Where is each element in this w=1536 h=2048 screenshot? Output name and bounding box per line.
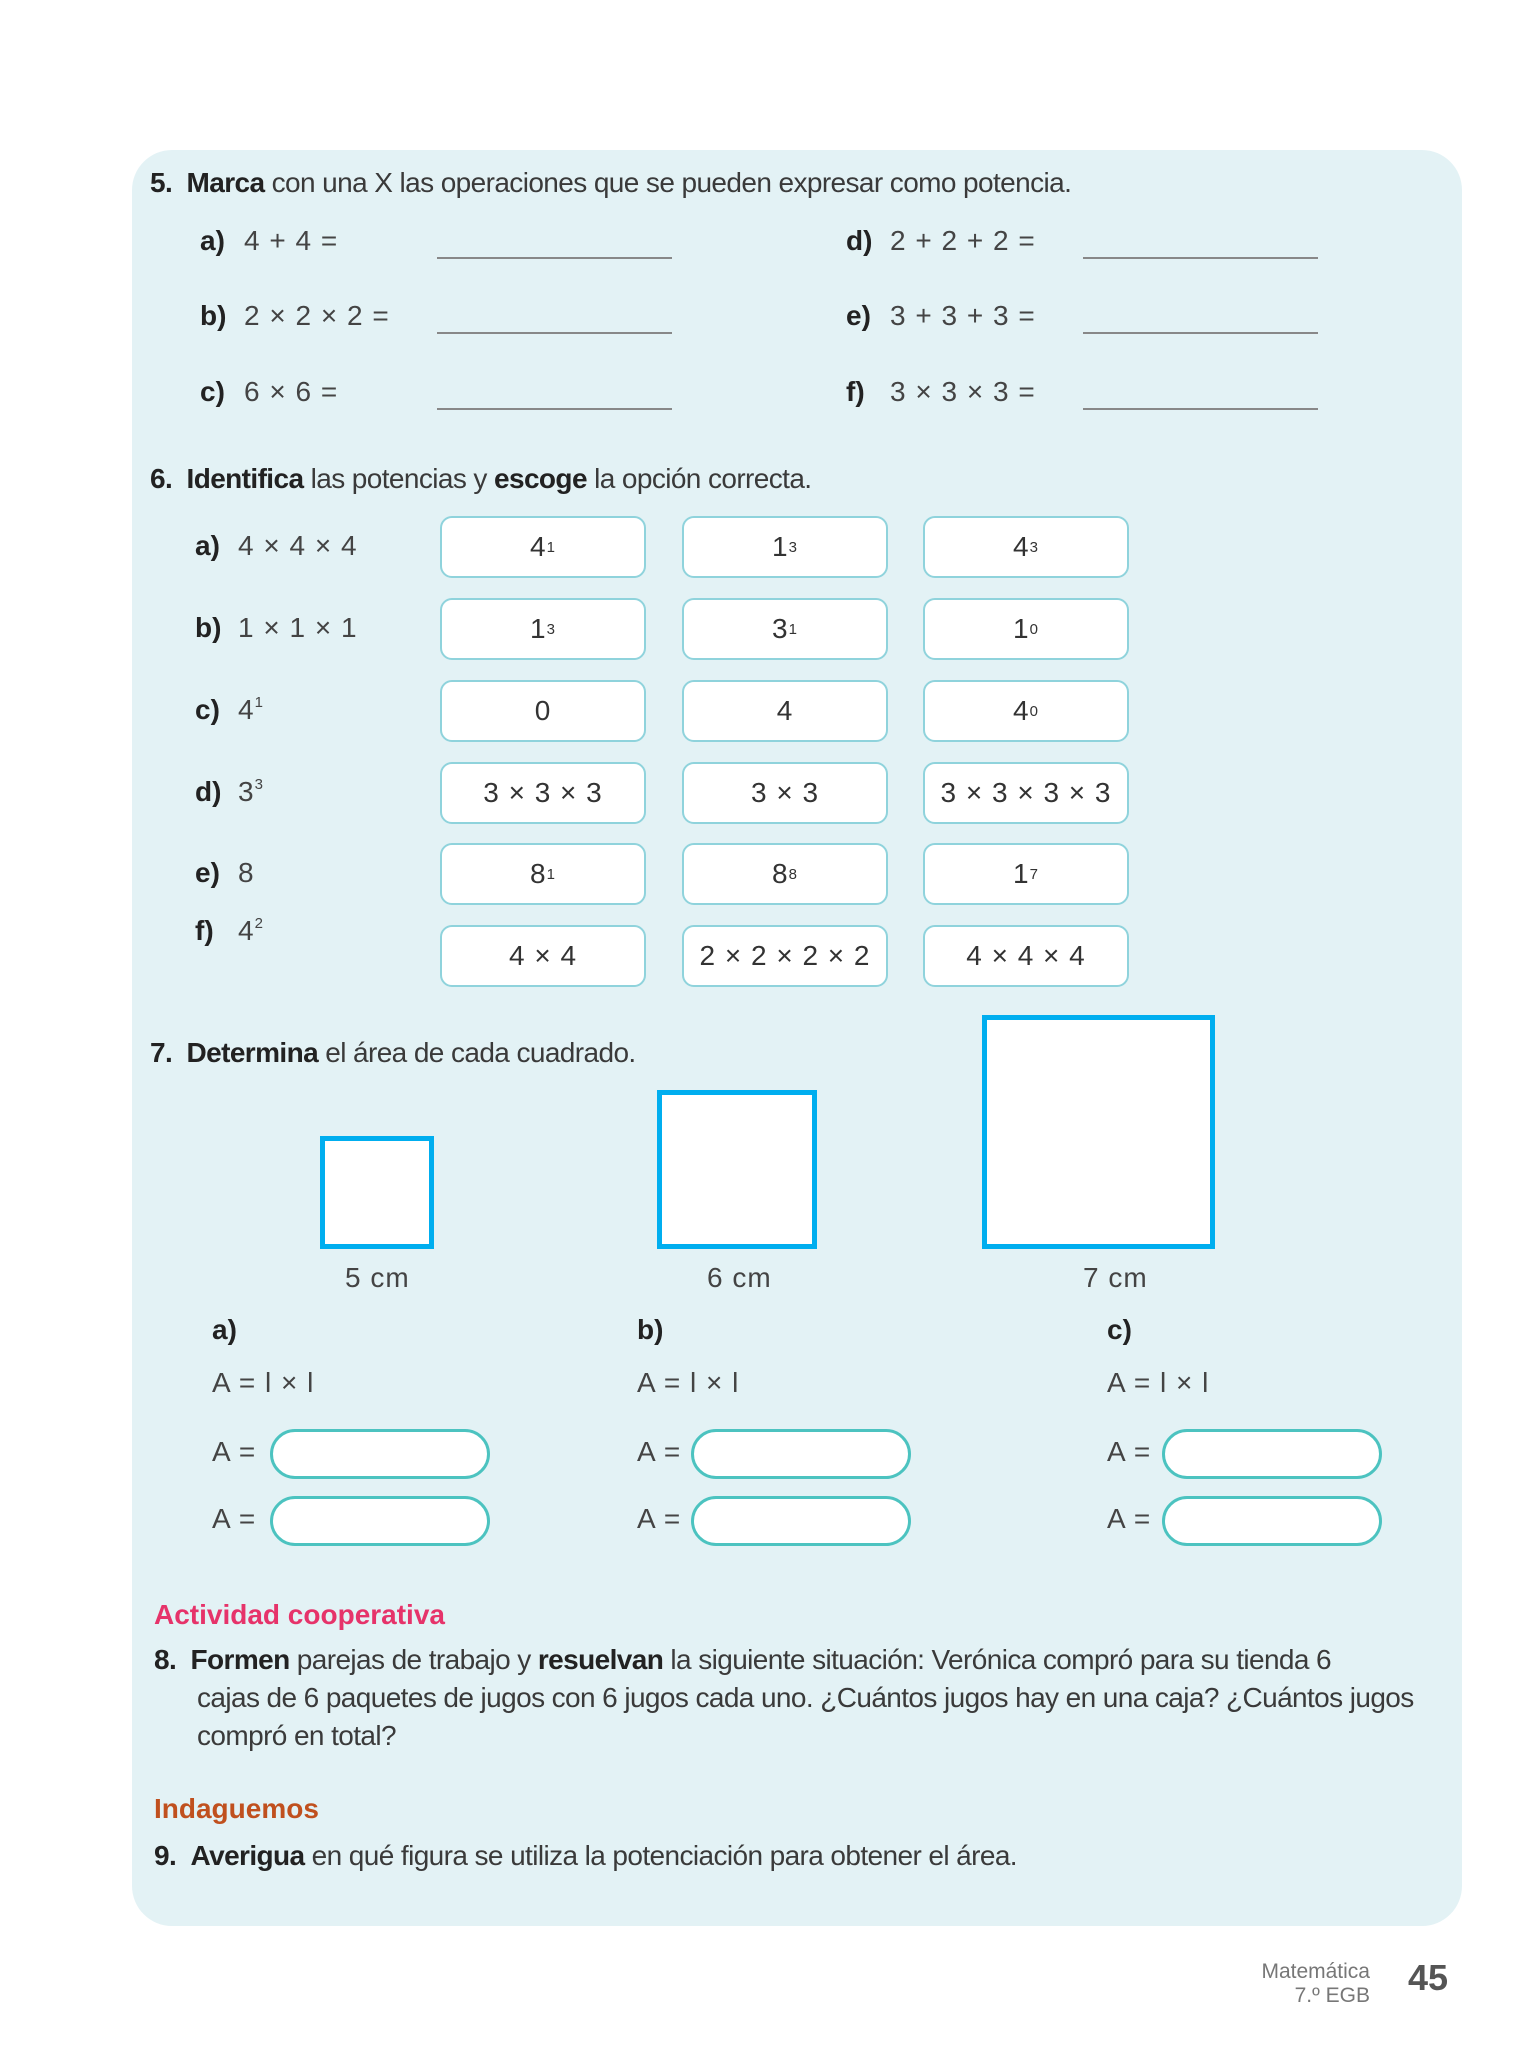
q6-option-base: 1 (772, 531, 789, 562)
q5-prompt (150, 167, 1071, 199)
area-answer-input[interactable] (691, 1496, 911, 1546)
q6-base: 4 × 4 × 4 (238, 530, 358, 561)
q6-row-label: c) (195, 694, 220, 725)
q6-option-button[interactable] (923, 762, 1129, 824)
q7-item-label: c) (1107, 1314, 1132, 1345)
q8-number: 8. (154, 1644, 177, 1675)
q6-option-exponent: 3 (788, 538, 798, 556)
area-answer-input[interactable] (1162, 1429, 1382, 1479)
q7-item-label: b) (637, 1314, 664, 1345)
q6-option-exponent: 8 (788, 865, 798, 883)
q6-base: 3 (238, 776, 255, 807)
q6-option-base: 4 (776, 695, 794, 726)
square-side-label: 5 cm (345, 1262, 410, 1293)
q8-text1: parejas de trabajo y (289, 1644, 538, 1675)
q6-option-button[interactable] (440, 680, 646, 742)
q5-item-expression: 4 + 4 = (244, 225, 339, 256)
q6-row-expression (238, 694, 264, 726)
square-5cm (320, 1136, 434, 1249)
q6-base: 4 (238, 694, 255, 725)
q5-answer-line[interactable] (1083, 408, 1318, 410)
q6-option-base: 2 × 2 × 2 × 2 (699, 940, 871, 971)
area-label: A = (637, 1503, 682, 1534)
area-formula: A = l × l (1107, 1367, 1210, 1398)
q5-number: 5. (150, 167, 173, 198)
q6-option-button[interactable] (440, 762, 646, 824)
q6-option-exponent: 1 (788, 620, 798, 638)
area-formula: A = l × l (637, 1367, 740, 1398)
area-label: A = (212, 1503, 257, 1534)
area-label: A = (212, 1436, 257, 1467)
q6-option-base: 8 (530, 858, 547, 889)
q6-option-base: 4 × 4 (508, 940, 578, 971)
q6-option-base: 3 (772, 613, 789, 644)
q8-line2: cajas de 6 paquetes de jugos con 6 jugos cada uno. ¿Cuántos jugos hay en una caja? ¿Cuántos jugos (197, 1682, 1414, 1713)
q6-option-button[interactable] (682, 843, 888, 905)
q6-row-expression (238, 612, 358, 644)
area-label: A = (637, 1436, 682, 1467)
q6-text1: las potencias y (303, 463, 495, 494)
q8-verb2: resuelvan (537, 1644, 664, 1675)
q5-text: con una X las operaciones que se pueden expresar como potencia. (264, 167, 1072, 198)
q5-answer-line[interactable] (437, 257, 672, 259)
q5-item-expression: 3 + 3 + 3 = (890, 300, 1036, 331)
q6-option-exponent: 1 (546, 865, 556, 883)
q6-text2: la opción correcta. (586, 463, 812, 494)
q6-row-expression (238, 857, 255, 889)
q7-text: el área de cada cuadrado. (318, 1037, 636, 1068)
footer-subject: Matemática (1261, 1960, 1370, 1983)
q6-option-base: 3 × 3 × 3 (483, 777, 603, 808)
area-formula: A = l × l (212, 1367, 315, 1398)
q5-item-expression: 6 × 6 = (244, 376, 339, 407)
square-side-label: 6 cm (707, 1262, 772, 1293)
q6-prompt (150, 463, 812, 495)
q5-item-expression: 2 + 2 + 2 = (890, 225, 1036, 256)
q6-exponent: 3 (254, 776, 264, 793)
q6-option-base: 1 (1013, 858, 1030, 889)
area-answer-input[interactable] (1162, 1496, 1382, 1546)
q6-option-base: 4 × 4 × 4 (966, 940, 1086, 971)
q9-verb: Averigua (190, 1840, 305, 1871)
page-number: 45 (1408, 1957, 1449, 1998)
q6-option-base: 3 × 3 × 3 × 3 (940, 777, 1112, 808)
q6-number: 6. (150, 463, 173, 494)
q6-option-button[interactable] (682, 925, 888, 987)
square-side-label: 7 cm (1083, 1262, 1148, 1293)
q6-row-label: e) (195, 857, 220, 888)
area-answer-input[interactable] (691, 1429, 911, 1479)
q6-option-exponent: 0 (1029, 620, 1039, 638)
q6-row-expression (238, 776, 264, 808)
q5-verb: Marca (186, 167, 265, 198)
q5-item-label: c) (200, 376, 225, 407)
q6-option-button[interactable] (923, 925, 1129, 987)
q9-number: 9. (154, 1840, 177, 1871)
q5-answer-line[interactable] (1083, 257, 1318, 259)
q6-option-exponent: 0 (1029, 702, 1039, 720)
area-answer-input[interactable] (270, 1496, 490, 1546)
q6-base: 1 × 1 × 1 (238, 612, 358, 643)
q6-row-expression (238, 915, 264, 947)
q5-item-expression: 3 × 3 × 3 = (890, 376, 1036, 407)
q6-option-button[interactable] (440, 516, 646, 578)
q5-item-label: a) (200, 225, 225, 256)
square-6cm (657, 1090, 817, 1249)
q6-base: 4 (238, 915, 255, 946)
cooperative-activity-heading: Actividad cooperativa (154, 1599, 445, 1630)
q6-option-button[interactable] (923, 516, 1129, 578)
q6-option-exponent: 1 (546, 538, 556, 556)
q8-text2: la siguiente situación: Verónica compró para su tienda 6 (663, 1644, 1332, 1675)
q6-option-button[interactable] (440, 843, 646, 905)
q6-option-exponent: 3 (546, 620, 556, 638)
q6-option-button[interactable] (440, 925, 646, 987)
q5-answer-line[interactable] (437, 408, 672, 410)
area-label: A = (1107, 1503, 1152, 1534)
q5-item-label: b) (200, 300, 227, 331)
q6-option-base: 0 (534, 695, 552, 726)
q6-option-base: 4 (530, 531, 547, 562)
footer-grade: 7.º EGB (1294, 1984, 1370, 2007)
q6-verb2: escoge (494, 463, 587, 494)
q8-line1 (154, 1644, 1331, 1676)
q5-item-label: f) (846, 376, 865, 407)
q6-option-button[interactable] (682, 516, 888, 578)
q6-option-button[interactable] (923, 598, 1129, 660)
q5-answer-line[interactable] (437, 332, 672, 334)
q6-base: 8 (238, 857, 255, 888)
square-7cm (982, 1015, 1215, 1249)
q7-verb: Determina (186, 1037, 319, 1068)
q7-item-label: a) (212, 1314, 237, 1345)
q8-verb1: Formen (190, 1644, 290, 1675)
q5-item-label: e) (846, 300, 871, 331)
q6-row-label: b) (195, 612, 222, 643)
q6-option-base: 8 (772, 858, 789, 889)
q6-row-expression (238, 530, 358, 562)
q6-option-base: 3 × 3 (750, 777, 820, 808)
q6-option-button[interactable] (923, 843, 1129, 905)
q6-option-button[interactable] (682, 598, 888, 660)
q6-option-button[interactable] (923, 680, 1129, 742)
q6-option-button[interactable] (440, 598, 646, 660)
q6-option-base: 1 (1013, 613, 1030, 644)
q6-row-label: f) (195, 915, 214, 946)
q6-option-base: 4 (1013, 531, 1030, 562)
q5-answer-line[interactable] (1083, 332, 1318, 334)
q5-item-label: d) (846, 225, 873, 256)
q9-prompt (154, 1840, 1017, 1872)
area-answer-input[interactable] (270, 1429, 490, 1479)
q6-exponent: 2 (254, 915, 264, 932)
q7-number: 7. (150, 1037, 173, 1068)
q6-option-exponent: 7 (1029, 865, 1039, 883)
q6-option-button[interactable] (682, 680, 888, 742)
q9-text: en qué figura se utiliza la potenciación para obtener el área. (304, 1840, 1017, 1871)
q6-option-base: 1 (530, 613, 547, 644)
q6-option-exponent: 3 (1029, 538, 1039, 556)
q6-verb1: Identifica (186, 463, 304, 494)
q7-prompt (150, 1037, 636, 1069)
q8-line3: compró en total? (197, 1720, 396, 1751)
q6-option-base: 4 (1013, 695, 1030, 726)
q6-exponent: 1 (254, 694, 264, 711)
q6-row-label: d) (195, 776, 222, 807)
q6-row-label: a) (195, 530, 220, 561)
q6-option-button[interactable] (682, 762, 888, 824)
indaguemos-heading: Indaguemos (154, 1793, 319, 1824)
q5-item-expression: 2 × 2 × 2 = (244, 300, 390, 331)
area-label: A = (1107, 1436, 1152, 1467)
